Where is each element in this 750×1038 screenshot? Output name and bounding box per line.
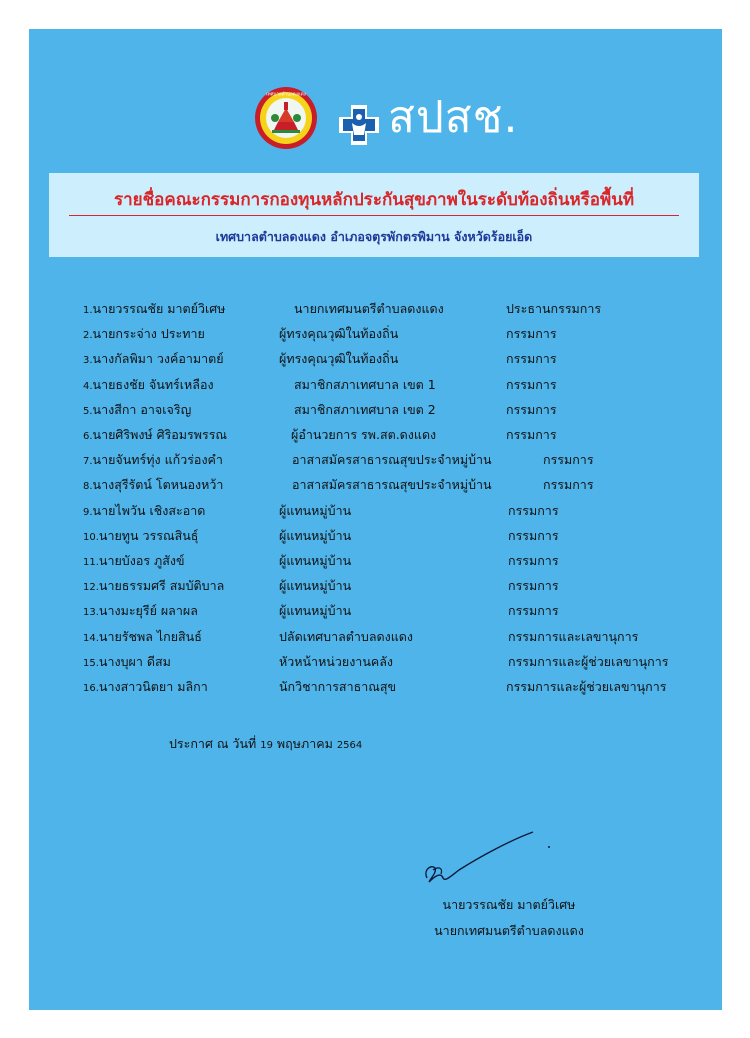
member-name-text: นายรัชพล ไกยสินธ์ xyxy=(98,628,202,644)
title-box xyxy=(49,173,699,257)
member-name xyxy=(83,601,198,623)
member-name xyxy=(83,324,205,346)
member-number: 9. xyxy=(83,506,93,518)
member-name-text: นางสีกา อาจเจริญ xyxy=(92,401,192,417)
member-number: 2. xyxy=(83,330,93,342)
member-name xyxy=(83,375,214,397)
committee-row xyxy=(29,551,722,576)
member-number: 5. xyxy=(83,405,93,417)
member-name xyxy=(83,475,223,497)
member-role: กรรมการ xyxy=(508,603,559,619)
member-role: กรรมการและเลขานุการ xyxy=(508,628,639,644)
seal-label: เทศบาลตำบลดงแดง xyxy=(266,92,306,98)
member-role: ประธานกรรมการ xyxy=(506,301,602,316)
member-role: กรรมการ xyxy=(506,351,557,367)
member-name xyxy=(83,425,227,447)
member-role: กรรมการ xyxy=(506,401,557,417)
member-position: ผู้แทนหมู่บ้าน xyxy=(279,502,352,518)
member-name xyxy=(83,450,223,472)
committee-row xyxy=(29,450,722,475)
member-position: สมาชิกสภาเทศบาล เขต 1 xyxy=(294,376,436,392)
member-name-text: นางบุผา ดีสม xyxy=(98,653,171,669)
member-name-text: นายธงชัย จันทร์เหลือง xyxy=(92,376,214,392)
member-position: ผู้ทรงคุณวุฒิในท้องถิ่น xyxy=(279,326,399,342)
member-number: 14. xyxy=(83,632,99,644)
announcement-date xyxy=(169,734,362,754)
member-role: กรรมการและผู้ช่วยเลขานุการ xyxy=(508,653,669,669)
committee-row xyxy=(29,601,722,626)
member-name-text: นายวรรณชัย มาตย์วิเศษ xyxy=(92,301,226,316)
member-number: 13. xyxy=(83,607,99,619)
member-number: 11. xyxy=(83,557,99,568)
member-name-text: นายกระจ่าง ประทาย xyxy=(92,326,205,342)
member-role: กรรมการ xyxy=(506,326,557,342)
member-role: กรรมการ xyxy=(508,502,559,518)
member-position: ผู้อำนวยการ รพ.สต.ดงแดง xyxy=(291,427,437,442)
member-name xyxy=(83,400,191,422)
handwritten-signature xyxy=(421,826,561,896)
member-name xyxy=(83,677,208,699)
announce-prefix: ประกาศ ณ วันที่ xyxy=(169,736,261,751)
member-name-text: นายธรรมศรี สมบัติบาล xyxy=(98,578,225,594)
committee-row xyxy=(29,375,722,400)
document-title: รายชื่อคณะกรรมการกองทุนหลักประกันสุขภาพในระดับท้องถิ่นหรือพื้นที่ xyxy=(113,190,635,210)
announce-month: พฤษภาคม xyxy=(272,736,337,751)
member-number: 3. xyxy=(83,355,93,367)
committee-row xyxy=(29,299,722,324)
member-name xyxy=(83,526,198,548)
committee-row xyxy=(29,677,722,702)
member-number: 15. xyxy=(83,657,99,669)
announce-year: 2564 xyxy=(336,740,363,751)
member-number: 16. xyxy=(83,683,99,694)
committee-row xyxy=(29,652,722,677)
member-name xyxy=(83,299,225,321)
committee-row xyxy=(29,526,722,551)
member-number: 6. xyxy=(83,431,93,442)
member-number: 8. xyxy=(83,481,93,493)
member-position: ผู้ทรงคุณวุฒิในท้องถิ่น xyxy=(279,351,399,367)
committee-row xyxy=(29,324,722,349)
member-name xyxy=(83,349,224,371)
member-name-text: นายศิริพงษ์ ศิริอมรพรรณ xyxy=(92,427,228,442)
member-name-text: นายไพวัน เชิงสะอาด xyxy=(92,502,206,518)
member-name-text: นายบังอร ภูสังข์ xyxy=(98,553,185,568)
member-name xyxy=(83,576,224,598)
signatory-title: นายกเทศมนตรีตำบลดงแดง xyxy=(434,923,584,938)
title-underline xyxy=(69,215,679,216)
committee-row xyxy=(29,425,722,450)
member-position: นักวิชาการสาธาณสุข xyxy=(279,679,397,694)
member-role: กรรมการ xyxy=(543,477,594,493)
committee-row xyxy=(29,501,722,526)
member-number: 7. xyxy=(83,456,93,468)
member-position: ผู้แทนหมู่บ้าน xyxy=(279,603,352,619)
member-position: หัวหน้าหน่วยงานคลัง xyxy=(279,653,393,669)
member-position: ผู้แทนหมู่บ้าน xyxy=(279,527,352,543)
member-number: 12. xyxy=(83,582,99,594)
member-name-text: นายทูน วรรณสินธุ์ xyxy=(98,527,199,543)
member-position: นายกเทศมนตรีตำบลดงแดง xyxy=(294,301,444,316)
member-role: กรรมการ xyxy=(543,452,594,468)
member-name-text: นางกัลพิมา วงค์อามาตย์ xyxy=(92,351,224,367)
committee-row xyxy=(29,349,722,374)
member-position: สมาชิกสภาเทศบาล เขต 2 xyxy=(294,401,436,417)
member-role: กรรมการ xyxy=(506,427,557,442)
announce-day: 19 xyxy=(260,740,273,751)
member-name-text: นายจันทร์ทุ่ง แก้วร่องคำ xyxy=(92,452,223,468)
member-name-text: นางสุรีรัตน์ โตหนองหว้า xyxy=(92,477,224,493)
member-name xyxy=(83,652,171,674)
member-role: กรรมการ xyxy=(508,553,559,568)
committee-row xyxy=(29,475,722,500)
member-number: 4. xyxy=(83,380,93,392)
header-logos xyxy=(254,86,519,156)
document-subtitle: เทศบาลตำบลดงแดง อำเภอจตุรพักตรพิมาน จังหวัดร้อยเอ็ด xyxy=(215,229,533,244)
member-name xyxy=(83,551,185,573)
member-name-text: นางมะยุรีย์ ผลาผล xyxy=(98,603,198,619)
member-number: 10. xyxy=(83,531,99,543)
member-role: กรรมการ xyxy=(508,578,559,594)
member-position: ปลัดเทศบาลตำบลดงแดง xyxy=(279,628,414,644)
member-position: ผู้แทนหมู่บ้าน xyxy=(279,553,352,568)
member-name xyxy=(83,627,202,649)
committee-row xyxy=(29,400,722,425)
nhso-brand-text: สปสช. xyxy=(388,92,519,143)
member-position: อาสาสมัครสาธารณสุขประจำหมู่บ้าน xyxy=(292,477,492,493)
member-role: กรรมการ xyxy=(506,376,557,392)
member-name xyxy=(83,501,205,523)
municipality-seal-icon xyxy=(254,86,318,150)
member-role: กรรมการ xyxy=(508,527,559,543)
member-position: ผู้แทนหมู่บ้าน xyxy=(279,578,352,594)
nhso-cross-icon xyxy=(337,103,381,147)
signatory-name: นายวรรณชัย มาตย์วิเศษ xyxy=(442,897,576,912)
member-name-text: นางสาวนิตยา มลิกา xyxy=(98,679,208,694)
committee-row xyxy=(29,627,722,652)
document-sheet xyxy=(29,29,722,1010)
committee-row xyxy=(29,576,722,601)
member-position: อาสาสมัครสาธารณสุขประจำหมู่บ้าน xyxy=(292,452,492,468)
member-number: 1. xyxy=(83,305,93,316)
member-role: กรรมการและผู้ช่วยเลขานุการ xyxy=(506,679,667,694)
